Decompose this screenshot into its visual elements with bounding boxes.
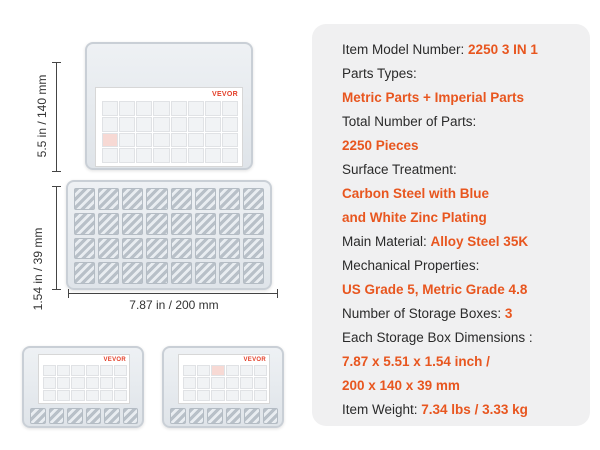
- spec-surface-value-2: and White Zinc Plating: [342, 210, 487, 225]
- box-2-parts-chart: [43, 365, 127, 401]
- parts-tray: [66, 180, 272, 290]
- spec-parts-types-value: Metric Parts + Imperial Parts: [342, 90, 524, 105]
- storage-box-2: [22, 346, 144, 428]
- box-2-vevor-logo: VEVOR: [103, 357, 126, 363]
- width-dimension-cap-right: [277, 289, 278, 298]
- spec-box-dimensions-value-2: 200 x 140 x 39 mm: [342, 378, 460, 393]
- width-dimension-label: 7.87 in / 200 mm: [129, 298, 219, 312]
- spec-box-dimensions-value-1: 7.87 x 5.51 x 1.54 inch /: [342, 354, 490, 369]
- width-dimension-line: [68, 293, 278, 294]
- spec-model-number: Item Model Number: 2250 3 IN 1: [342, 42, 538, 57]
- spec-surface-label: Surface Treatment:: [342, 162, 457, 177]
- spec-total-parts-label: Total Number of Parts:: [342, 114, 477, 129]
- box-2-compartments: [30, 408, 138, 424]
- spec-main-material: Main Material: Alloy Steel 35K: [342, 234, 529, 249]
- height-dimension-line: [56, 62, 57, 172]
- spec-mechanical-value: US Grade 5, Metric Grade 4.8: [342, 282, 528, 297]
- lid-parts-chart: [102, 101, 238, 163]
- depth-dimension-cap-bottom: [52, 289, 61, 290]
- open-lid: [85, 42, 253, 170]
- spec-total-parts-value: 2250 Pieces: [342, 138, 419, 153]
- depth-dimension-label: 1.54 in / 39 mm: [31, 227, 45, 311]
- spec-item-weight: Item Weight: 7.34 lbs / 3.33 kg: [342, 402, 528, 417]
- tray-compartments: [74, 188, 264, 284]
- box-3-vevor-logo: VEVOR: [243, 357, 266, 363]
- spec-mechanical-label: Mechanical Properties:: [342, 258, 480, 273]
- width-dimension-cap-left: [68, 289, 69, 298]
- vevor-logo: VEVOR: [211, 91, 238, 98]
- height-dimension-cap-bottom: [52, 171, 61, 172]
- box-3-label-card: [178, 354, 270, 404]
- box-3-compartments: [170, 408, 278, 424]
- height-dimension-cap-top: [52, 62, 61, 63]
- spec-storage-boxes: Number of Storage Boxes: 3: [342, 306, 513, 321]
- depth-dimension-line: [56, 186, 57, 290]
- storage-box-3: [162, 346, 284, 428]
- box-3-parts-chart: [183, 365, 267, 401]
- spec-surface-value-1: Carbon Steel with Blue: [342, 186, 490, 201]
- height-dimension-label: 5.5 in / 140 mm: [35, 74, 49, 158]
- lid-label-card: [95, 87, 243, 167]
- spec-box-dimensions-label: Each Storage Box Dimensions :: [342, 330, 533, 345]
- depth-dimension-cap-top: [52, 186, 61, 187]
- box-2-label-card: [38, 354, 130, 404]
- spec-parts-types-label: Parts Types:: [342, 66, 417, 81]
